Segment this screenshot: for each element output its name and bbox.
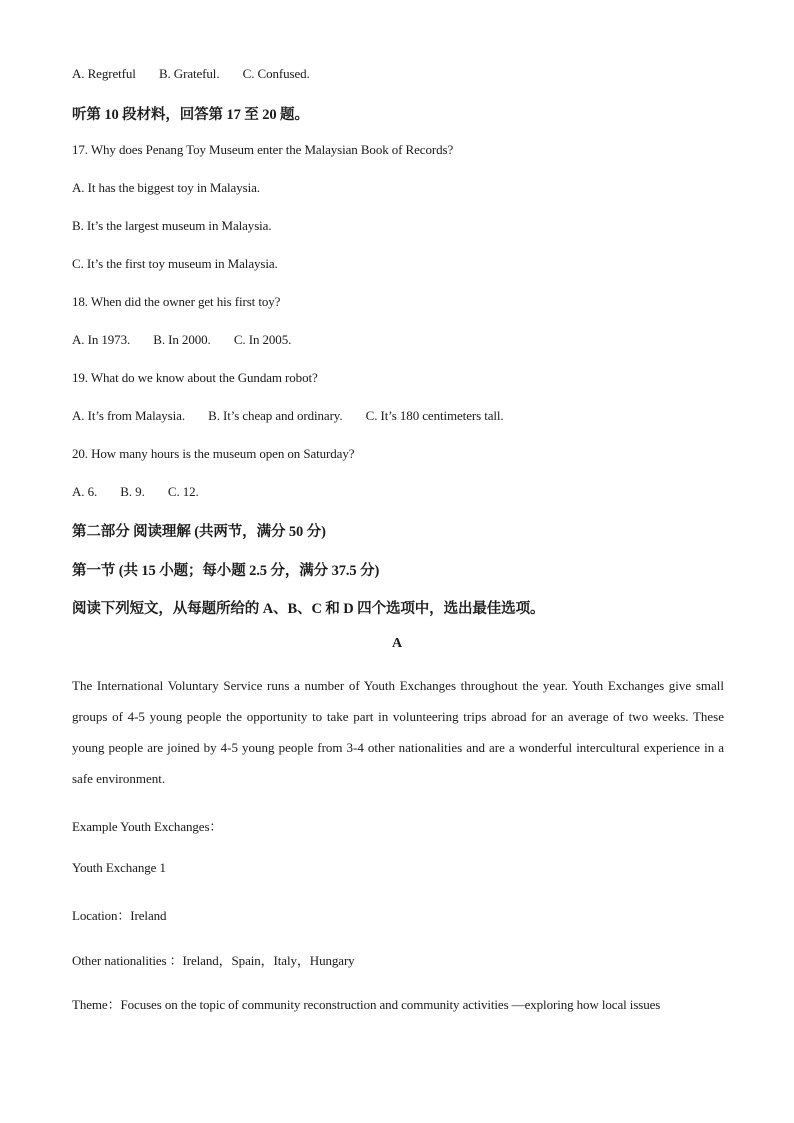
q18-option-c: C. In 2005. <box>233 332 292 347</box>
reading-instruction: 阅读下列短文，从每题所给的 A、B、C 和 D 四个选项中，选出最佳选项。 <box>72 601 545 617</box>
example-heading: Example Youth Exchanges： <box>72 819 223 834</box>
passage-paragraph: The International Voluntary Service runs a number of Youth Exchanges throughout the year. Youth Exchanges give small groups of 4-5 young people the opportunity to take part in volunteering trips abroad for an average of two weeks. These young people are joined by 4-5 young people from 3-4 other nationalities and are a wonderful intercultural experience in a safe environment. <box>72 678 724 786</box>
nationalities-line: Other nationalities ：Ireland，Spain，Italy，Hungary <box>72 953 355 968</box>
q20-option-b: B. 9. <box>120 484 145 499</box>
q20-option-c: C. 12. <box>167 484 199 499</box>
q17-option-c: C. It’s the first toy museum in Malaysia. <box>72 256 278 271</box>
passage-label: A <box>391 636 402 651</box>
q16-option-b: B. Grateful. <box>158 66 220 81</box>
theme-line: Theme：Focuses on the topic of community reconstruction and community activities —exploring how local issues <box>72 997 661 1012</box>
section1-heading: 第一节 (共 15 小题；每小题 2.5 分，满分 37.5 分) <box>72 563 380 579</box>
q20-stem: 20. How many hours is the museum open on Saturday? <box>72 446 355 461</box>
q19-option-b: B. It’s cheap and ordinary. <box>208 408 343 423</box>
q18-option-b: B. In 2000. <box>153 332 211 347</box>
q18-options <box>72 332 291 348</box>
q16-options <box>72 66 310 82</box>
q19-options <box>72 408 504 424</box>
location-line: Location：Ireland <box>72 908 167 923</box>
q17-option-a: A. It has the biggest toy in Malaysia. <box>72 180 260 195</box>
q17-stem: 17. Why does Penang Toy Museum enter the Malaysian Book of Records? <box>72 142 454 157</box>
q19-stem: 19. What do we know about the Gundam robot? <box>72 370 318 385</box>
q20-option-a: A. 6. <box>72 484 98 499</box>
q16-option-a: A. Regretful <box>72 66 136 81</box>
q19-option-c: C. It’s 180 centimeters tall. <box>365 408 504 423</box>
exchange-title: Youth Exchange 1 <box>72 860 166 875</box>
part2-heading: 第二部分 阅读理解 (共两节，满分 50 分) <box>72 524 326 540</box>
q18-option-a: A. In 1973. <box>72 332 131 347</box>
section10-heading: 听第 10 段材料，回答第 17 至 20 题。 <box>72 107 309 123</box>
q16-option-c: C. Confused. <box>242 66 310 81</box>
q17-option-b: B. It’s the largest museum in Malaysia. <box>72 218 272 233</box>
q19-option-a: A. It’s from Malaysia. <box>72 408 185 423</box>
q18-stem: 18. When did the owner get his first toy? <box>72 294 281 309</box>
q20-options <box>72 484 199 500</box>
